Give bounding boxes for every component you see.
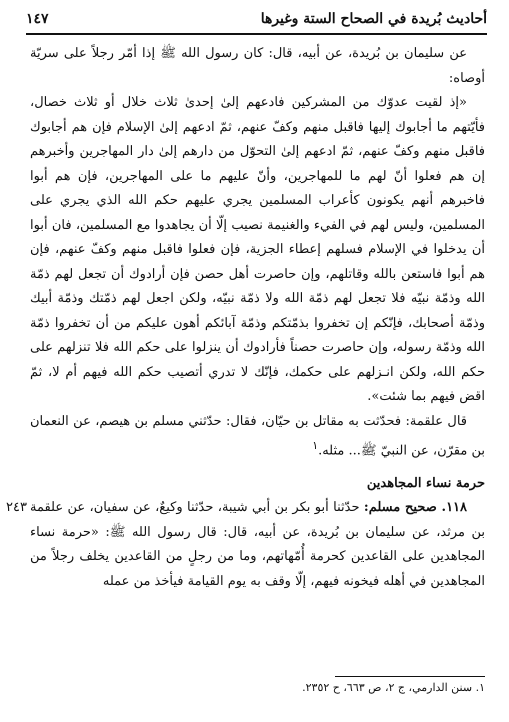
hadith-118-text: حدّثنا أبو بكر بن أبي شيبة، حدّثنا وكيعٌ، عن سفيان، عن علقمة بن مرثد، عن سليمان بن بُريدة، عن أبيه، قال: قال رسول الله ﷺ: «حرمة نساء المجاهدين على القاعدين كحرمة أُمّهاتهم، وما من رجلٍ من القاعدين يخلف رجلاً من المجاهدين في أهله فيخونه فيهم، إلّا وقف به يوم القيامة فيأخذ من عمله xyxy=(30,500,485,589)
hadith-paragraph: «إذ لقيت عدوّك من المشركين فادعهم إلىٰ إحدىٰ ثلاث خلال أو ثلاث خصال، فأيّتهم ما أجابوك إليها فاقبل منهم وكفّ عنهم، ثمّ ادعهم إلىٰ الإسلام فإن هم أجابوك فاقبل منهم وكفّ عنهم، ثمّ ادعهم إلىٰ التحوّل من دارهم إلىٰ دار المهاجرين وأخبرهم إن هم فعلوا أنّ لهم ما للمهاجرين، وأنّ عليهم ما على المهاجرين، فإن هم أبوا فاخبرهم أنهم يكونون كأعراب المسلمين يجري عليهم حكم الله الذي يجري على المسلمين، وليس لهم في الفيء والغنيمة نصيب إلّا أن يجاهدوا مع المسلمين، فان أبوا أن يدخلوا في الإسلام فسلهم إعطاء الجزية، فإن فعلوا فاقبل منهم وكفّ عنهم، فإن هم أبوا فاستعن بالله وقاتلهم، وإن حاصرت أهل حصن فإن أرادوك أن تجعل لهم ذمّة الله وذمّة نبيّه فلا تجعل لهم ذمّة الله ولا ذمّة نبيّه، ولكن اجعل لهم ذمّتك وذمّة أبيك وذمّة أصحابك، فإنّكم إن تخفروا بذمّتكم وذمّة آبائكم أهون عليكم من أن تخفروا ذمّة الله وذمّة رسوله، وإن حاصرت حصناً فأرادوك أن ينزلوا على حكم الله فلا تنزلهم على حكم الله، ولكن انـزلهم على حكمك، فإنّك لا تدري أتصيب حكم الله فيهم أم لا، ثمّ اقض فيهم بما شئت». xyxy=(30,95,485,404)
main-text xyxy=(6,42,485,594)
footnote-divider xyxy=(335,676,485,677)
header-divider xyxy=(26,33,487,35)
page-number: ١٤٧ xyxy=(26,11,49,27)
chain-paragraph xyxy=(30,410,485,464)
running-title: أحاديث بُريدة في الصحاح الستة وغيرها xyxy=(260,11,487,27)
footnote-marker: ١ xyxy=(312,439,319,452)
intro-paragraph: عن سليمان بن بُريدة، عن أبيه، قال: كان رسول الله ﷺ إذا أمّر رجلاً على سريّة أوصاه: xyxy=(30,46,485,86)
page-header xyxy=(26,8,487,30)
margin-number: ٢٤٣ xyxy=(6,500,27,516)
footnote: ١. سنن الدارمي، ج ٢، ص ٦٦٣، ح ٢٣٥٢. xyxy=(302,681,485,694)
section-title: حرمة نساء المجاهدين xyxy=(366,475,485,491)
hadith-118-paragraph xyxy=(6,496,485,594)
chain-text: قال علقمة: فحدّثت به مقاتل بن حيّان، فقال: حدّثني مسلم بن هيصم، عن النعمان بن مقرّن، عن النبيّ ﷺ... مثله. xyxy=(30,413,485,459)
hadith-number: ١١٨. صحيح مسلم: xyxy=(363,500,468,516)
